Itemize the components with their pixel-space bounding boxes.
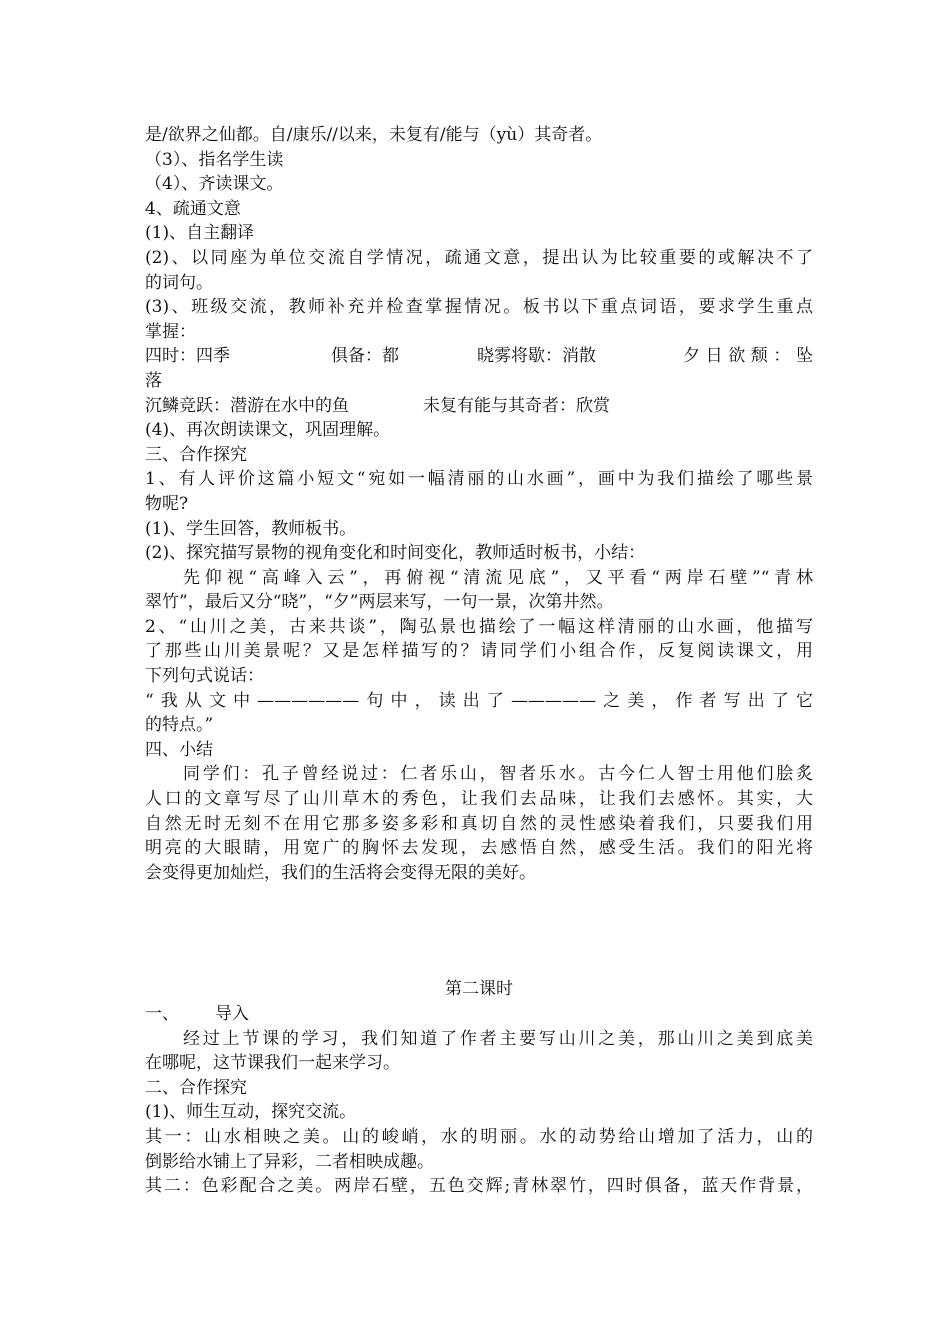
text-line: (1)、学生回答，教师板书。 bbox=[145, 518, 357, 539]
text-line: (2)、以同座为单位交流自学情况，疏通文意，提出认为比较重要的或解决不了 bbox=[145, 247, 813, 268]
section-heading: 二、合作探究 bbox=[145, 1077, 247, 1098]
section-heading: 四、小结 bbox=[145, 739, 213, 760]
text-line: 自然无时无刻不在用它那多姿多彩和真切自然的灵性感染着我们，只要我们用 bbox=[145, 813, 813, 834]
text-line: 人口的文章写尽了山川草木的秀色，让我们去品味，让我们去感怀。其实，大 bbox=[145, 789, 813, 810]
text-line: 先仰视“高峰入云”，再俯视“清流见底”，又平看“两岸石壁”“青林 bbox=[183, 567, 813, 588]
text-line: 同学们：孔子曾经说过：仁者乐山，智者乐水。古今仁人智士用他们脍炙 bbox=[183, 764, 813, 785]
text-line: (1)、师生互动，探究交流。 bbox=[145, 1102, 357, 1123]
key-terms-row bbox=[145, 344, 813, 369]
text-line: (2)、探究描写景物的视角变化和时间变化，教师适时板书，小结： bbox=[145, 543, 646, 564]
lesson-title: 第二课时 bbox=[445, 979, 513, 1000]
text-line: 翠竹”，最后又分“晓”，“夕”两层来写，一句一景，次第井然。 bbox=[145, 592, 614, 613]
key-term: 俱备：都 bbox=[331, 346, 399, 367]
text-line: 下列句式说话： bbox=[145, 666, 264, 687]
text-line: (4)、再次朗读课文，巩固理解。 bbox=[145, 420, 391, 441]
section-heading: 三、合作探究 bbox=[145, 444, 247, 465]
text-line: 落 bbox=[145, 370, 162, 391]
text-line: 2、“山川之美，古来共谈”，陶弘景也描绘了一幅这样清丽的山水画，他描写 bbox=[145, 616, 813, 637]
text-line: “我从文中——————句中，读出了—————之美，作者写出了它 bbox=[145, 690, 813, 711]
text-line: 经过上节课的学习，我们知道了作者主要写山川之美，那山川之美到底美 bbox=[183, 1028, 813, 1049]
text-line: 的特点。” bbox=[145, 715, 214, 736]
text-line: 物呢? bbox=[145, 493, 189, 514]
section-heading bbox=[145, 1002, 813, 1027]
text-line: 会变得更加灿烂，我们的生活将会变得无限的美好。 bbox=[145, 862, 536, 883]
heading-number: 一、 bbox=[145, 1004, 179, 1024]
text-line: 1、有人评价这篇小短文“宛如一幅清丽的山水画”，画中为我们描绘了哪些景 bbox=[145, 469, 813, 490]
key-term: 四时：四季 bbox=[145, 346, 230, 367]
text-line: 在哪呢，这节课我们一起来学习。 bbox=[145, 1053, 400, 1074]
key-term: 沉鳞竞跃：潜游在水中的鱼 bbox=[145, 395, 349, 416]
spacer bbox=[145, 885, 813, 977]
text-line: (1)、自主翻译 bbox=[145, 223, 255, 244]
text-line: 了那些山川美景呢？又是怎样描写的？请同学们小组合作，反复阅读课文，用 bbox=[145, 641, 813, 662]
text-line: 其二：色彩配合之美。两岸石壁，五色交辉;青林翠竹，四时俱备，蓝天作背景， bbox=[145, 1176, 813, 1197]
text-line: 倒影给水铺上了异彩，二者相映成趣。 bbox=[145, 1151, 434, 1172]
text-line: 掌握： bbox=[145, 321, 196, 342]
text-line: 其一：山水相映之美。山的峻峭，水的明丽。水的动势给山增加了活力，山的 bbox=[145, 1126, 813, 1147]
text-line: 的词句。 bbox=[145, 272, 213, 293]
text-line: 明亮的大眼睛，用宽广的胸怀去发现，去感悟自然，感受生活。我们的阳光将 bbox=[145, 838, 813, 859]
text-line: 是/欲界之仙都。自/康乐//以来，未复有/能与（yù）其奇者。 bbox=[145, 125, 603, 145]
key-term: 晓雾将歇：消散 bbox=[477, 346, 596, 367]
text-line: (3)、班级交流，教师补充并检查掌握情况。板书以下重点词语，要求学生重点 bbox=[145, 297, 813, 318]
text-line: （3）、指名学生读 bbox=[145, 149, 284, 170]
section-heading: 4、疏通文意 bbox=[145, 198, 241, 219]
document-page bbox=[145, 123, 813, 1199]
key-term: 夕日欲颓：坠 bbox=[683, 346, 813, 367]
heading-text: 导入 bbox=[215, 1004, 249, 1024]
text-line: （4）、齐读课文。 bbox=[145, 174, 284, 195]
key-terms-row bbox=[145, 394, 813, 419]
key-term: 未复有能与其奇者：欣赏 bbox=[423, 395, 610, 416]
